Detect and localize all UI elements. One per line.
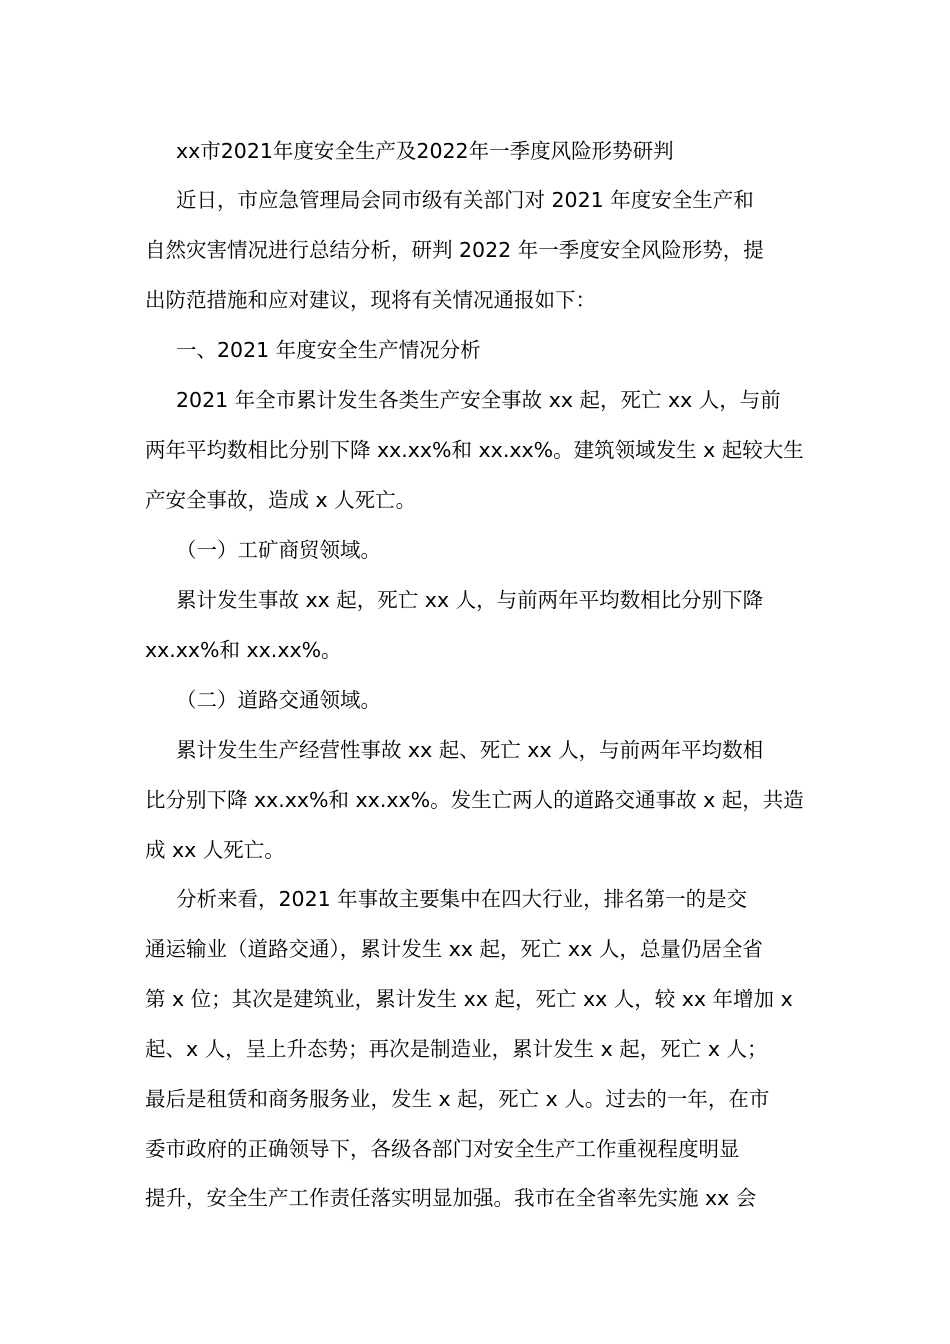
paragraph-line: 第 x 位；其次是建筑业，累计发生 xx 起，死亡 xx 人，较 xx 年增加 x <box>145 987 793 1011</box>
paragraph-line: 累计发生事故 xx 起，死亡 xx 人，与前两年平均数相比分别下降 <box>176 588 764 612</box>
paragraph-line: xx.xx%和 xx.xx%。 <box>145 638 342 662</box>
paragraph-line: 两年平均数相比分别下降 xx.xx%和 xx.xx%。建筑领域发生 x 起较大生 <box>145 438 804 462</box>
paragraph-line: 分析来看，2021 年事故主要集中在四大行业，排名第一的是交 <box>176 887 748 911</box>
paragraph-line: 自然灾害情况进行总结分析，研判 2022 年一季度安全风险形势，提 <box>145 238 764 262</box>
paragraph-line: 委市政府的正确领导下，各级各部门对安全生产工作重视程度明显 <box>145 1137 740 1161</box>
paragraph-line: 比分别下降 xx.xx%和 xx.xx%。发生亡两人的道路交通事故 x 起，共造 <box>145 788 804 812</box>
paragraph-line: 累计发生生产经营性事故 xx 起、死亡 xx 人，与前两年平均数相 <box>176 738 764 762</box>
section-heading: 一、2021 年度安全生产情况分析 <box>176 338 481 362</box>
paragraph-line: 出防范措施和应对建议，现将有关情况通报如下： <box>145 288 596 312</box>
paragraph-line: 提升，安全生产工作责任落实明显加强。我市在全省率先实施 xx 会 <box>145 1186 757 1210</box>
paragraph-line: 2021 年全市累计发生各类生产安全事故 xx 起，死亡 xx 人，与前 <box>176 388 781 412</box>
paragraph-line: 通运输业（道路交通），累计发生 xx 起，死亡 xx 人，总量仍居全省 <box>145 937 763 961</box>
subsection-heading: （一）工矿商贸领域。 <box>176 538 381 562</box>
paragraph-line: 起、x 人，呈上升态势；再次是制造业，累计发生 x 起，死亡 x 人； <box>145 1037 768 1061</box>
paragraph-line: 最后是租赁和商务服务业，发生 x 起，死亡 x 人。过去的一年，在市 <box>145 1087 770 1111</box>
subsection-heading: （二）道路交通领域。 <box>176 688 381 712</box>
document-title: xx市2021年度安全生产及2022年一季度风险形势研判 <box>176 139 674 163</box>
paragraph-line: 产安全事故，造成 x 人死亡。 <box>145 488 417 512</box>
paragraph-line: 成 xx 人死亡。 <box>145 838 285 862</box>
paragraph-line: 近日，市应急管理局会同市级有关部门对 2021 年度安全生产和 <box>176 188 754 212</box>
